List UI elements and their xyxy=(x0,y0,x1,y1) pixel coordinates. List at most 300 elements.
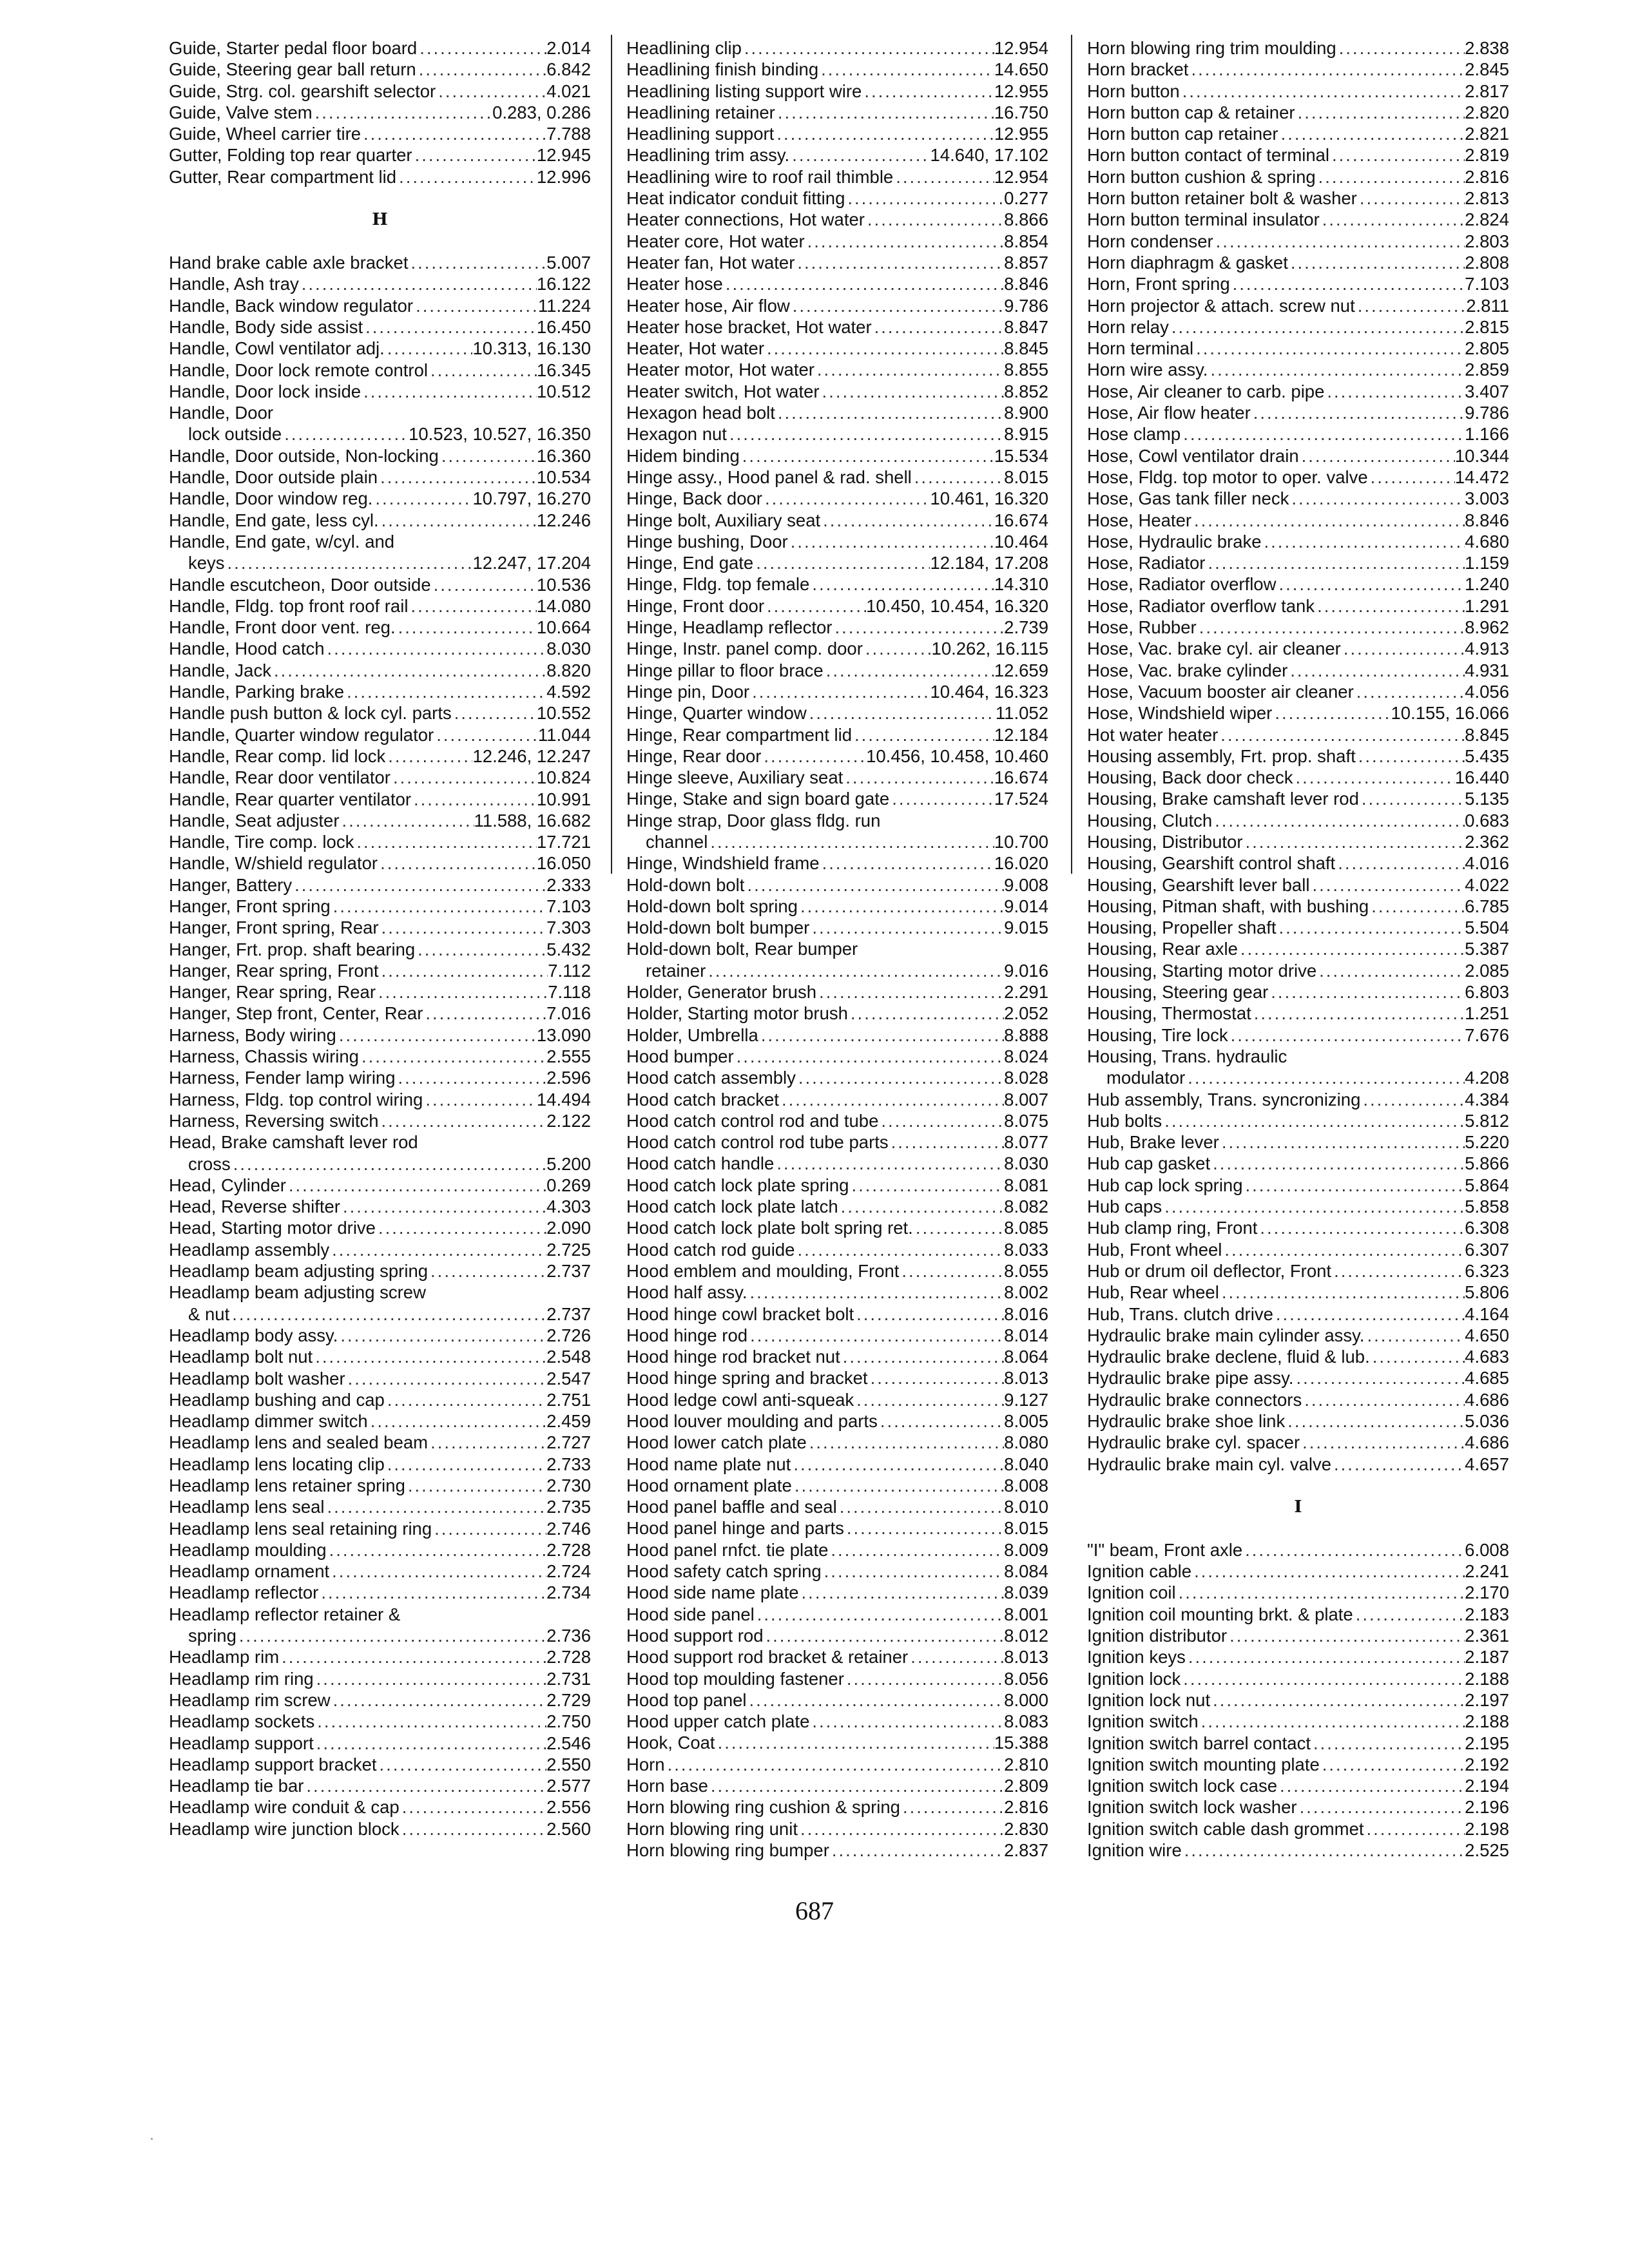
entry-name: Handle, Back window regulator xyxy=(169,295,414,316)
entry-name: Hood catch control rod and tube xyxy=(626,1110,879,1131)
index-column-3 xyxy=(1087,37,1509,1861)
entry-page-ref: 2.195 xyxy=(1465,1733,1509,1753)
entry-name: Hood support rod xyxy=(626,1625,764,1646)
dot-leader xyxy=(1205,552,1465,573)
entry-page-ref: 7.118 xyxy=(548,982,591,1003)
dot-leader xyxy=(1354,681,1465,702)
index-entry xyxy=(1087,1539,1509,1561)
entry-page-ref: 2.546 xyxy=(546,1733,591,1753)
entry-name: Ignition switch cable dash grommet xyxy=(1087,1818,1364,1839)
entry-page-ref: 2.577 xyxy=(546,1776,591,1796)
entry-name: Heater connections, Hot water xyxy=(626,209,865,230)
index-entry xyxy=(626,1604,1048,1625)
index-entry xyxy=(1087,316,1509,338)
dot-leader xyxy=(744,874,1004,896)
index-entry xyxy=(1087,852,1509,874)
entry-page-ref: 10.461, 16.320 xyxy=(930,488,1048,509)
index-entry xyxy=(1087,166,1509,187)
index-entry xyxy=(1087,1796,1509,1818)
entry-name: Handle, Quarter window regulator xyxy=(169,724,434,745)
entry-page-ref: 15.388 xyxy=(994,1733,1048,1753)
entry-page-ref: 8.845 xyxy=(1004,338,1048,359)
dot-leader xyxy=(1251,1003,1465,1024)
dot-leader xyxy=(844,1668,1004,1689)
index-entry xyxy=(626,1325,1048,1346)
entry-page-ref: 5.435 xyxy=(1465,745,1509,766)
entry-page-ref: 4.022 xyxy=(1465,874,1509,895)
dot-leader xyxy=(413,295,538,316)
index-entry xyxy=(169,144,591,166)
entry-name: Hood bumper xyxy=(626,1046,734,1066)
dot-leader xyxy=(1370,1346,1465,1367)
dot-leader xyxy=(378,466,537,488)
dot-leader xyxy=(1315,595,1465,617)
entry-name: Headlining clip xyxy=(626,38,742,58)
dot-leader xyxy=(1288,252,1465,273)
entry-page-ref: 1.159 xyxy=(1465,553,1509,573)
dot-leader xyxy=(363,316,537,338)
entry-name: Hose, Radiator overflow tank xyxy=(1087,595,1315,616)
entry-name: Hold-down bolt spring xyxy=(626,896,798,916)
index-entry xyxy=(626,488,1048,509)
entry-page-ref: 8.005 xyxy=(1004,1411,1048,1431)
dot-leader xyxy=(1188,59,1465,80)
index-entry xyxy=(626,1517,1048,1539)
index-entry xyxy=(169,1346,591,1367)
index-entry xyxy=(169,37,591,59)
dot-leader xyxy=(385,338,473,359)
index-entry-heading xyxy=(1087,1046,1509,1067)
dot-leader xyxy=(439,445,537,466)
index-entry xyxy=(626,960,1048,981)
index-entry xyxy=(1087,1775,1509,1796)
index-entry xyxy=(1087,767,1509,788)
dot-leader xyxy=(747,1282,1005,1303)
index-entry xyxy=(626,981,1048,1003)
entry-page-ref: 8.857 xyxy=(1004,252,1048,273)
entry-page-ref: 2.014 xyxy=(546,38,591,58)
index-entry xyxy=(169,123,591,144)
entry-page-ref: 10.456, 10.458, 10.460 xyxy=(866,745,1048,766)
dot-leader xyxy=(325,1496,547,1517)
dot-leader xyxy=(1297,1796,1465,1818)
index-entry xyxy=(626,1239,1048,1260)
dot-leader xyxy=(452,702,537,724)
entry-page-ref: 4.650 xyxy=(1465,1325,1509,1345)
dot-leader xyxy=(1287,660,1465,681)
entry-page-ref: 8.846 xyxy=(1465,510,1509,530)
entry-name: Hinge, Fldg. top female xyxy=(626,574,810,595)
entry-name: Hose, Windshield wiper xyxy=(1087,703,1273,724)
entry-name: Hinge sleeve, Auxiliary seat xyxy=(626,767,843,788)
dot-leader xyxy=(845,187,1004,209)
entry-page-ref: 5.036 xyxy=(1465,1411,1509,1431)
dot-leader xyxy=(327,1539,547,1561)
entry-page-ref: 3.003 xyxy=(1465,488,1509,509)
entry-page-ref: 11.052 xyxy=(995,703,1048,724)
dot-leader xyxy=(361,123,546,144)
entry-name: Housing, Starting motor drive xyxy=(1087,960,1317,981)
index-entry xyxy=(1087,1432,1509,1453)
entry-name: Ignition switch mounting plate xyxy=(1087,1754,1320,1774)
entry-page-ref: 8.028 xyxy=(1004,1068,1048,1088)
index-entry xyxy=(1087,273,1509,294)
index-entry xyxy=(626,1024,1048,1046)
column-divider xyxy=(611,35,612,874)
dot-leader xyxy=(889,788,994,809)
index-entry xyxy=(169,789,591,810)
dot-leader xyxy=(764,595,866,617)
entry-page-ref: 5.864 xyxy=(1465,1175,1509,1195)
dot-leader xyxy=(431,574,537,595)
entry-page-ref: 8.846 xyxy=(1004,274,1048,294)
entry-page-ref: 1.251 xyxy=(1465,1003,1509,1024)
entry-name: Hood safety catch spring xyxy=(626,1561,822,1582)
entry-name: Holder, Umbrella xyxy=(626,1024,758,1045)
entry-name: Hood catch control rod tube parts xyxy=(626,1132,889,1153)
entry-page-ref: 8.013 xyxy=(1004,1647,1048,1667)
dot-leader xyxy=(1364,1325,1465,1346)
entry-page-ref: 2.361 xyxy=(1465,1626,1509,1646)
index-entry xyxy=(169,552,591,573)
entry-name: Hose, Radiator xyxy=(1087,553,1206,573)
index-entry xyxy=(626,81,1048,102)
entry-name: Headlamp lens retainer spring xyxy=(169,1475,405,1495)
entry-name: Housing assembly, Frt. prop. shaft xyxy=(1087,745,1356,766)
index-entry-heading xyxy=(169,1282,591,1303)
dot-leader xyxy=(723,273,1004,294)
index-entry xyxy=(626,510,1048,531)
index-entry xyxy=(169,917,591,938)
entry-name: Housing, Propeller shaft xyxy=(1087,918,1277,938)
index-entry xyxy=(169,1217,591,1238)
entry-name: Handle, Door lock remote control xyxy=(169,360,428,380)
dot-leader xyxy=(1360,1089,1465,1110)
entry-page-ref: 4.303 xyxy=(546,1196,591,1217)
index-entry xyxy=(1087,531,1509,552)
dot-leader xyxy=(379,917,547,938)
index-entry xyxy=(626,1711,1048,1732)
index-entry xyxy=(1087,359,1509,380)
entry-name: Hub clamp ring, Front xyxy=(1087,1218,1258,1238)
entry-page-ref: 12.184, 17.208 xyxy=(930,553,1048,573)
entry-list xyxy=(1087,37,1509,1475)
entry-page-ref: 2.362 xyxy=(1465,831,1509,852)
index-entry xyxy=(1087,595,1509,617)
entry-page-ref: 5.504 xyxy=(1465,918,1509,938)
index-entry xyxy=(1087,102,1509,123)
index-entry xyxy=(169,767,591,788)
entry-name: Hose, Rubber xyxy=(1087,617,1197,638)
entry-name: Head, Starting motor drive xyxy=(169,1218,376,1238)
entry-page-ref: 2.730 xyxy=(546,1475,591,1495)
entry-name: Handle escutcheon, Door outside xyxy=(169,574,431,595)
dot-leader xyxy=(313,1346,546,1367)
entry-name: Guide, Wheel carrier tire xyxy=(169,124,361,144)
index-entry xyxy=(1087,1024,1509,1046)
entry-page-ref: 16.050 xyxy=(536,853,591,874)
index-entry xyxy=(1087,810,1509,831)
entry-name: Hose, Hydraulic brake xyxy=(1087,531,1262,552)
entry-page-ref: 8.030 xyxy=(546,639,591,659)
dot-leader xyxy=(361,381,537,402)
entry-page-ref: 2.817 xyxy=(1465,81,1509,101)
index-entry xyxy=(1087,1067,1509,1088)
index-entry xyxy=(1087,831,1509,852)
dot-leader xyxy=(415,939,546,960)
entry-page-ref: 5.858 xyxy=(1465,1196,1509,1217)
index-entry xyxy=(1087,1175,1509,1196)
dot-leader xyxy=(1299,445,1455,466)
entry-page-ref: 2.837 xyxy=(1004,1840,1048,1860)
index-entry xyxy=(169,1239,591,1260)
index-entry xyxy=(626,788,1048,809)
index-entry xyxy=(169,81,591,102)
entry-page-ref: 14.472 xyxy=(1454,466,1509,487)
entry-page-ref: 8.962 xyxy=(1465,617,1509,638)
entry-name: Hose, Cowl ventilator drain xyxy=(1087,445,1299,466)
dot-leader xyxy=(843,767,994,788)
dot-leader xyxy=(715,1732,994,1753)
index-entry xyxy=(626,638,1048,659)
entry-page-ref: 2.733 xyxy=(546,1454,591,1474)
entry-page-ref: 5.135 xyxy=(1465,789,1509,809)
entry-name: Ignition switch lock case xyxy=(1087,1776,1277,1796)
entry-page-ref: 8.820 xyxy=(546,660,591,680)
entry-page-ref: 8.084 xyxy=(1004,1561,1048,1582)
dot-leader xyxy=(1295,102,1465,123)
dot-leader xyxy=(913,1217,1004,1238)
entry-name: Heater fan, Hot water xyxy=(626,252,795,273)
dot-leader xyxy=(868,1367,1005,1389)
entry-name: spring xyxy=(188,1626,236,1646)
entry-page-ref: 10.536 xyxy=(536,574,591,595)
dot-leader xyxy=(824,660,994,681)
entry-name: Hood hinge cowl bracket bolt xyxy=(626,1303,854,1324)
index-entry xyxy=(626,123,1048,144)
dot-leader xyxy=(908,1646,1004,1667)
dot-leader xyxy=(854,1303,1004,1325)
dot-leader xyxy=(862,81,994,102)
index-entry xyxy=(626,660,1048,681)
dot-leader xyxy=(434,724,538,745)
entry-page-ref: 14.650 xyxy=(994,59,1048,80)
index-entry xyxy=(1087,1668,1509,1689)
entry-name: Harness, Body wiring xyxy=(169,1024,336,1045)
entry-name: Hood support rod bracket & retainer xyxy=(626,1647,909,1667)
dot-leader xyxy=(838,1196,1005,1217)
entry-page-ref: 2.821 xyxy=(1465,124,1509,144)
entry-page-ref: 10.313, 16.130 xyxy=(472,338,591,359)
entry-name: Hub, Brake lever xyxy=(1087,1132,1219,1153)
entry-name: Hose, Heater xyxy=(1087,510,1192,530)
entry-name: retainer xyxy=(646,960,706,981)
entry-page-ref: 2.824 xyxy=(1465,209,1509,230)
entry-list xyxy=(626,37,1048,1861)
entry-page-ref: 13.090 xyxy=(536,1024,591,1045)
index-entry xyxy=(626,1539,1048,1561)
index-entry xyxy=(626,466,1048,488)
index-entry xyxy=(626,338,1048,359)
entry-page-ref: 10.700 xyxy=(994,831,1048,852)
index-entry xyxy=(626,1153,1048,1174)
dot-leader xyxy=(1242,831,1465,852)
index-entry xyxy=(169,1582,591,1603)
dot-leader xyxy=(872,316,1005,338)
index-entry xyxy=(1087,660,1509,681)
index-entry xyxy=(626,1110,1048,1131)
entry-page-ref: 8.075 xyxy=(1004,1110,1048,1131)
index-entry xyxy=(169,939,591,960)
dot-leader xyxy=(761,745,866,767)
entry-page-ref: 12.184 xyxy=(994,724,1048,745)
entry-name: Ignition coil mounting brkt. & plate xyxy=(1087,1604,1353,1624)
dot-leader xyxy=(318,1582,546,1603)
entry-page-ref: 2.820 xyxy=(1465,102,1509,122)
index-entry xyxy=(626,767,1048,788)
dot-leader xyxy=(385,1454,546,1475)
dot-leader xyxy=(779,1089,1004,1110)
dot-leader xyxy=(889,1131,1005,1153)
index-entry xyxy=(1087,187,1509,209)
entry-name: Handle, Body side assist xyxy=(169,316,363,337)
entry-page-ref: 8.845 xyxy=(1465,724,1509,745)
entry-page-ref: 6.842 xyxy=(546,59,591,80)
entry-name: Headlamp support bracket xyxy=(169,1754,377,1774)
index-entry xyxy=(1087,1239,1509,1260)
dot-leader xyxy=(279,1646,546,1667)
dot-leader xyxy=(795,252,1004,273)
entry-page-ref: 8.024 xyxy=(1004,1046,1048,1066)
entry-page-ref: 8.852 xyxy=(1004,381,1048,401)
index-column-2 xyxy=(626,37,1048,1861)
index-entry xyxy=(1087,788,1509,809)
entry-page-ref: 2.819 xyxy=(1465,145,1509,166)
dot-leader xyxy=(1302,1389,1465,1410)
index-entry xyxy=(626,1282,1048,1303)
entry-name: Holder, Generator brush xyxy=(626,982,817,1003)
entry-name: Handle, End gate, less cyl. xyxy=(169,510,379,530)
index-entry xyxy=(1087,681,1509,702)
entry-name: Hub caps xyxy=(1087,1196,1162,1217)
entry-name: Ignition keys xyxy=(1087,1647,1186,1667)
entry-name: Headlamp ornament xyxy=(169,1561,330,1582)
dot-leader xyxy=(747,1689,1005,1711)
entry-name: Head, Reverse shifter xyxy=(169,1196,340,1217)
index-entry xyxy=(169,617,591,638)
index-entry xyxy=(626,1668,1048,1689)
dot-leader xyxy=(832,617,1004,638)
dot-leader xyxy=(829,1840,1004,1861)
dot-leader xyxy=(338,1325,546,1346)
index-entry xyxy=(1087,1089,1509,1110)
index-entry xyxy=(626,1475,1048,1496)
entry-page-ref: 12.659 xyxy=(994,660,1048,680)
index-entry xyxy=(1087,1153,1509,1174)
dot-leader xyxy=(1336,37,1465,59)
entry-name: Hub cap gasket xyxy=(1087,1153,1211,1174)
dot-leader xyxy=(1208,359,1465,380)
entry-page-ref: 14.080 xyxy=(536,595,591,616)
index-entry xyxy=(626,144,1048,166)
entry-page-ref: 8.082 xyxy=(1004,1196,1048,1217)
entry-name: Heater, Hot water xyxy=(626,338,764,359)
entry-page-ref: 12.246 xyxy=(536,510,591,530)
entry-page-ref: 2.859 xyxy=(1465,360,1509,380)
entry-page-ref: 2.194 xyxy=(1465,1776,1509,1796)
index-entry xyxy=(1087,552,1509,573)
entry-page-ref: 8.039 xyxy=(1004,1582,1048,1603)
entry-name: Hydraulic brake main cylinder assy. xyxy=(1087,1325,1365,1345)
index-entry xyxy=(169,381,591,402)
index-entry xyxy=(1087,59,1509,80)
index-entry xyxy=(626,831,1048,852)
index-entry xyxy=(626,359,1048,380)
entry-name: Hood top moulding fastener xyxy=(626,1668,844,1689)
entry-name: Hood top panel xyxy=(626,1689,747,1710)
index-entry xyxy=(1087,1840,1509,1861)
entry-name: Headlamp reflector xyxy=(169,1582,319,1603)
dot-leader xyxy=(286,1175,546,1196)
entry-page-ref: 6.307 xyxy=(1465,1239,1509,1260)
scan-speck xyxy=(151,2138,153,2140)
dot-leader xyxy=(1293,1367,1465,1389)
entry-page-ref: 2.291 xyxy=(1004,982,1048,1003)
dot-leader xyxy=(774,123,994,144)
entry-name: Guide, Starter pedal floor board xyxy=(169,38,418,58)
dot-leader xyxy=(1219,1131,1465,1153)
index-entry xyxy=(1087,231,1509,252)
entry-page-ref: 5.866 xyxy=(1465,1153,1509,1174)
dot-leader xyxy=(1353,1604,1465,1625)
index-entry xyxy=(1087,702,1509,724)
dot-leader xyxy=(1191,510,1465,531)
entry-page-ref: 2.805 xyxy=(1465,338,1509,359)
index-entry xyxy=(169,423,591,445)
dot-leader xyxy=(828,1539,1004,1561)
entry-name: Hood panel hinge and parts xyxy=(626,1518,844,1539)
entry-name: Horn xyxy=(626,1754,665,1774)
index-entry xyxy=(169,960,591,981)
dot-leader xyxy=(1213,231,1465,252)
entry-name: Heat indicator conduit fitting xyxy=(626,188,845,209)
index-entry xyxy=(626,1196,1048,1217)
entry-page-ref: 0.283, 0.286 xyxy=(492,102,591,122)
entry-page-ref: 2.809 xyxy=(1004,1776,1048,1796)
dot-leader xyxy=(379,510,537,531)
entry-page-ref: 2.845 xyxy=(1465,59,1509,80)
dot-leader xyxy=(372,488,472,509)
index-entry xyxy=(1087,209,1509,230)
entry-name: Hub, Front wheel xyxy=(1087,1239,1222,1260)
index-entry xyxy=(626,1840,1048,1861)
entry-name: Hinge bolt, Auxiliary seat xyxy=(626,510,821,530)
entry-name: Hexagon head bolt xyxy=(626,403,775,423)
index-entry xyxy=(626,316,1048,338)
index-entry xyxy=(1087,1217,1509,1238)
dot-leader xyxy=(1359,788,1465,809)
dot-leader xyxy=(339,810,474,831)
entry-name: Handle, Door outside, Non-locking xyxy=(169,445,439,466)
index-entry xyxy=(1087,1260,1509,1282)
entry-page-ref: 16.360 xyxy=(536,445,591,466)
entry-name: Housing, Steering gear xyxy=(1087,982,1269,1003)
entry-name: Horn button retainer bolt & washer xyxy=(1087,188,1357,209)
dot-leader xyxy=(809,917,1004,938)
entry-name: Heater hose xyxy=(626,274,723,294)
entry-page-ref: 8.055 xyxy=(1004,1260,1048,1281)
dot-leader xyxy=(1197,617,1465,638)
